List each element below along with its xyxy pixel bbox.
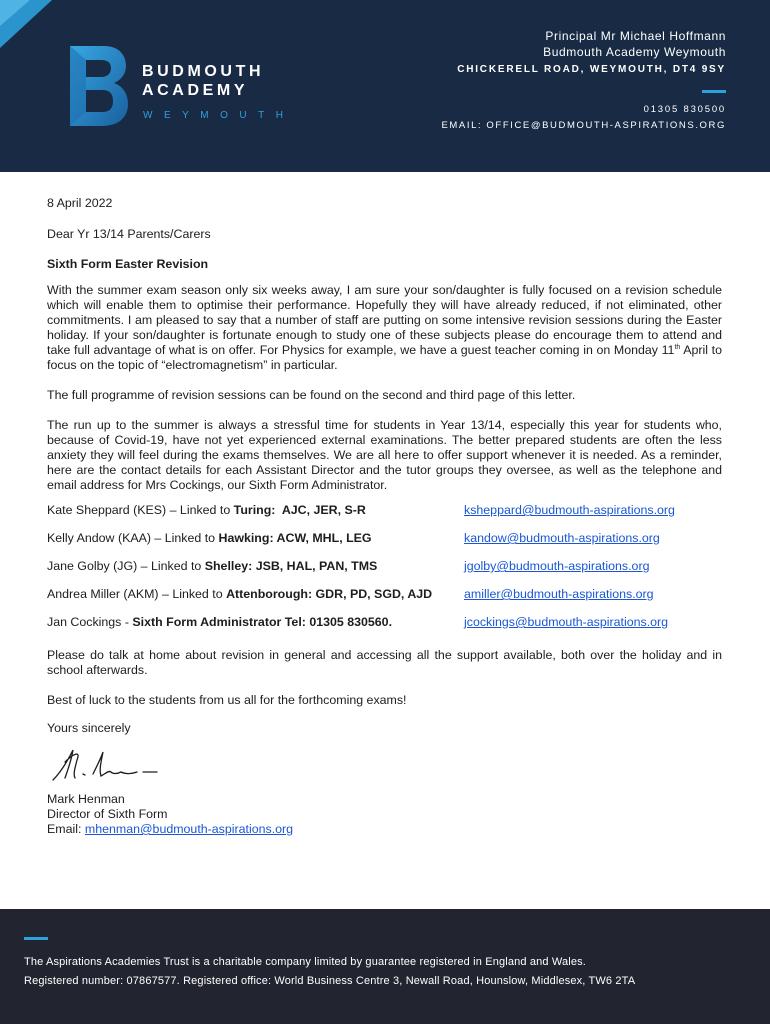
signer-email-label: Email: xyxy=(47,822,85,836)
contact-details xyxy=(47,531,372,546)
signer-email-link[interactable]: mhenman@budmouth-aspirations.org xyxy=(84,822,294,836)
school-name: Budmouth Academy Weymouth xyxy=(543,45,726,59)
paragraph-5: Best of luck to the students from us all for the forthcoming exams! xyxy=(47,693,407,707)
contact-groups: AJC, JER, S-R xyxy=(275,503,366,517)
contact-house: Attenborough: xyxy=(226,587,313,601)
school-email: EMAIL: OFFICE@BUDMOUTH-ASPIRATIONS.ORG xyxy=(441,120,726,131)
contact-list xyxy=(47,503,722,643)
paragraph-3: The run up to the summer is always a stressful time for students in Year 13/14, especially this year for students who, because of Covid-19, have not yet experienced external examinations. The better prepared students are often the less anxiety they will feel during the exams themselves. We are all here to offer support whenever it is needed. As a reminder, here are the contact details for each Assistant Director and the tutor groups they oversee, as well as the telephone and email address for Mrs Cockings, our Sixth Form Administrator. xyxy=(47,418,722,492)
accent-bar xyxy=(702,90,726,93)
contact-email-link[interactable]: jgolby@budmouth-aspirations.org xyxy=(464,559,650,573)
signer-email-line xyxy=(47,822,722,837)
letter-date: 8 April 2022 xyxy=(47,196,113,210)
school-contact-block xyxy=(441,28,726,133)
contact-email-link[interactable]: ksheppard@budmouth-aspirations.org xyxy=(464,503,675,517)
budmouth-logo-icon xyxy=(68,44,130,128)
contact-house: Sixth Form Administrator Tel: 01305 830560. xyxy=(132,615,393,629)
contact-house: Shelley xyxy=(204,559,249,573)
contact-row xyxy=(47,503,722,531)
contact-name: Andrea Miller (AKM) – Linked to xyxy=(47,587,227,601)
paragraph-4: Please do talk at home about revision in general and accessing all the support available, both over the holiday and in school afterwards. xyxy=(47,648,722,677)
letterhead xyxy=(0,0,770,172)
ordinal-suffix: th xyxy=(674,343,681,351)
brand-line-1: BUDMOUTH xyxy=(142,63,265,80)
brand-name xyxy=(142,62,264,100)
contact-details xyxy=(47,615,392,630)
signer-title: Director of Sixth Form xyxy=(47,807,168,821)
school-phone: 01305 830500 xyxy=(643,104,726,115)
footer-accent-bar xyxy=(24,937,48,940)
contact-details xyxy=(47,559,377,574)
contact-row xyxy=(47,587,722,615)
contact-row xyxy=(47,559,722,587)
contact-email-link[interactable]: amiller@budmouth-aspirations.org xyxy=(464,587,654,601)
contact-row xyxy=(47,531,722,559)
corner-stripe-decoration xyxy=(0,0,60,60)
contact-groups: : JSB, HAL, PAN, TMS xyxy=(248,559,378,573)
contact-details xyxy=(47,503,366,518)
closing: Yours sincerely xyxy=(47,721,131,735)
paragraph-1 xyxy=(47,283,722,373)
paragraph-1-text: With the summer exam season only six weeks away, I am sure your son/daughter is fully focused on a revision schedule which will enable them to optimise their performance. Hopefully they will have already reduced, if not eliminated, other commitments. I am pleased to say that a number of staff are putting on some intensive revision sessions during the Easter holiday. If your son/daughter is fortunate enough to study one of these subjects please do encourage them to attend and take full advantage of what is on offer. For Physics for example, we have a guest teacher coming in on Monday 11 xyxy=(47,283,722,357)
footer-line-2: Registered number: 07867577. Registered office: World Business Centre 3, Newall Road, Hounslow, Middlesex, TW6 2TA xyxy=(24,975,636,987)
footer xyxy=(0,909,770,1024)
contact-name: Kate Sheppard (KES) – Linked to xyxy=(47,503,234,517)
contact-house: Hawking: xyxy=(218,531,274,545)
school-address: CHICKERELL ROAD, WEYMOUTH, DT4 9SY xyxy=(457,64,726,75)
signer-name: Mark Henman xyxy=(47,792,125,806)
brand-subtitle: WEYMOUTH xyxy=(143,110,295,121)
contact-row xyxy=(47,615,722,643)
letter-body xyxy=(47,196,722,837)
footer-line-1: The Aspirations Academies Trust is a charitable company limited by guarantee registered in England and Wales. xyxy=(24,956,586,968)
contact-email-link[interactable]: kandow@budmouth-aspirations.org xyxy=(464,531,660,545)
contact-groups: GDR, PD, SGD, AJD xyxy=(312,587,433,601)
salutation: Dear Yr 13/14 Parents/Carers xyxy=(47,227,211,241)
handwritten-signature xyxy=(47,744,167,784)
contact-email-link[interactable]: jcockings@budmouth-aspirations.org xyxy=(464,615,669,629)
footer-text xyxy=(24,953,635,991)
contact-house: Turing: xyxy=(233,503,276,517)
principal-name: Principal Mr Michael Hoffmann xyxy=(545,29,726,43)
contact-groups: ACW, MHL, LEG xyxy=(273,531,372,545)
brand-line-2: ACADEMY xyxy=(142,82,249,99)
contact-name: Jane Golby (JG) – Linked to xyxy=(47,559,205,573)
paragraph-2: The full programme of revision sessions can be found on the second and third page of this letter. xyxy=(47,388,576,402)
letter-subject: Sixth Form Easter Revision xyxy=(47,257,209,271)
contact-details xyxy=(47,587,432,602)
contact-name: Kelly Andow (KAA) – Linked to xyxy=(47,531,219,545)
paragraph-1-text-end: April to focus on the topic of “electromagnetism” in particular. xyxy=(47,343,722,372)
contact-name: Jan Cockings - xyxy=(47,615,133,629)
